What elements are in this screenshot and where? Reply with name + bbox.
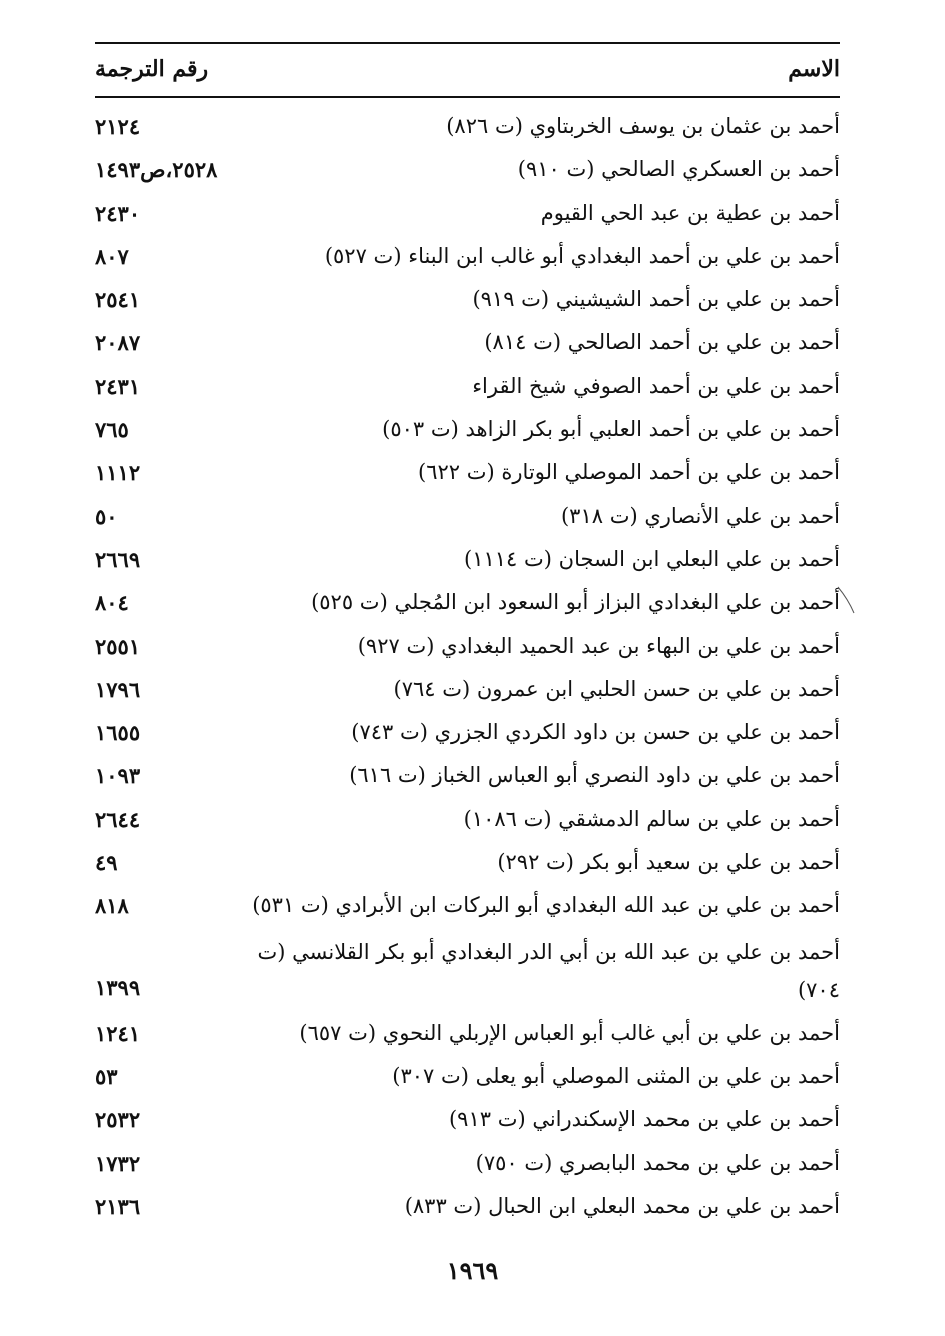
table-header	[95, 56, 840, 92]
margin-mark	[836, 585, 856, 615]
entry-number: ٢٥٢٨،ص١٤٩٣	[95, 157, 218, 183]
list-item	[95, 1190, 840, 1233]
entry-number: ٢٦٤٤	[95, 806, 141, 832]
index-list	[95, 110, 840, 1233]
entry-name: أحمد بن علي بن أبي غالب أبو العباس الإربلي النحوي (ت ٦٥٧)	[299, 1020, 840, 1045]
entry-number: ٢٥٥١	[95, 633, 141, 659]
entry-number: ٢٤٣٠	[95, 200, 141, 226]
entry-name: أحمد بن العسكري الصالحي (ت ٩١٠)	[517, 157, 840, 182]
list-item	[95, 1147, 840, 1190]
entry-name: أحمد بن علي بن سالم الدمشقي (ت ١٠٨٦)	[463, 806, 840, 831]
entry-name: أحمد بن علي بن عبد الله بن أبي الدر البغدادي أبو بكر القلانسي (ت ٧٠٤)	[257, 939, 840, 1002]
entry-number: ١٧٩٦	[95, 676, 141, 702]
entry-number: ٢٥٤١	[95, 287, 141, 313]
entry-name: أحمد بن علي بن أحمد الموصلي الوتارة (ت ٦٢٢)	[418, 460, 840, 485]
entry-name: أحمد بن علي بن البهاء بن عبد الحميد البغدادي (ت ٩٢٧)	[357, 633, 840, 658]
entry-number: ١٦٥٥	[95, 720, 141, 746]
entry-number: ٢١٣٦	[95, 1193, 141, 1219]
entry-number: ٥٠	[95, 503, 118, 529]
entry-name: أحمد بن علي البعلي ابن السجان (ت ١١١٤)	[464, 546, 840, 571]
entry-name: أحمد بن علي بن محمد البابصري (ت ٧٥٠)	[475, 1150, 840, 1175]
list-item	[95, 1060, 840, 1103]
entry-number: ٢٠٨٧	[95, 330, 141, 356]
list-item	[95, 759, 840, 802]
entry-name: أحمد بن علي بن حسن الحلبي ابن عمرون (ت ٧٦٤)	[393, 676, 840, 701]
list-item	[95, 1017, 840, 1060]
entry-number: ١٣٩٩	[95, 974, 141, 1000]
entry-number: ٥٣	[95, 1063, 118, 1089]
page-number: ١٩٦٩	[446, 1256, 499, 1285]
entry-number: ٨١٨	[95, 893, 129, 919]
top-rule	[95, 42, 840, 44]
list-item	[95, 110, 840, 153]
list-item	[95, 673, 840, 716]
number-column-header: رقم الترجمة	[95, 56, 209, 82]
list-item	[95, 153, 840, 196]
entry-name: أحمد بن علي بن أحمد البغدادي أبو غالب ابن البناء (ت ٥٢٧)	[324, 243, 840, 268]
entry-name: أحمد بن علي بن محمد الإسكندراني (ت ٩١٣)	[448, 1107, 840, 1132]
entry-number: ٢٤٣١	[95, 373, 141, 399]
list-item	[95, 846, 840, 889]
list-item	[95, 326, 840, 369]
entry-number: ٢١٢٤	[95, 114, 141, 139]
entry-name: أحمد بن علي بن عبد الله البغدادي أبو البركات ابن الأبرادي (ت ٥٣١)	[252, 893, 840, 918]
list-item	[95, 543, 840, 586]
list-item	[95, 370, 840, 413]
entry-name: أحمد بن علي البغدادي البزاز أبو السعود ابن المُجلي (ت ٥٢٥)	[311, 590, 840, 615]
entry-name: أحمد بن علي بن أحمد العلبي أبو بكر الزاهد (ت ٥٠٣)	[382, 417, 840, 442]
entry-number: ١١١٢	[95, 460, 141, 486]
list-item	[95, 889, 840, 932]
list-item	[95, 500, 840, 543]
entry-name: أحمد بن علي بن محمد البعلي ابن الحبال (ت ٨٣٣)	[404, 1193, 840, 1218]
list-item	[95, 803, 840, 846]
entry-number: ١٧٣٢	[95, 1150, 141, 1176]
entry-number: ٢٦٦٩	[95, 546, 141, 572]
entry-name: أحمد بن علي بن سعيد أبو بكر (ت ٢٩٢)	[497, 850, 840, 875]
list-item	[95, 456, 840, 499]
entry-name: أحمد بن علي بن أحمد الصوفي شيخ القراء	[472, 373, 840, 398]
list-item	[95, 586, 840, 629]
list-item	[95, 240, 840, 283]
list-item	[95, 716, 840, 759]
entry-number: ٨٠٧	[95, 243, 129, 269]
entry-number: ٧٦٥	[95, 417, 129, 443]
list-item	[95, 197, 840, 240]
header-rule	[95, 96, 840, 98]
list-item	[95, 630, 840, 673]
entry-number: ١٢٤١	[95, 1020, 141, 1046]
entry-name: أحمد بن عثمان بن يوسف الخربتاوي (ت ٨٢٦)	[446, 114, 840, 138]
entry-number: ٢٥٣٢	[95, 1107, 141, 1133]
entry-name: أحمد بن علي بن أحمد الشيشيني (ت ٩١٩)	[472, 287, 840, 312]
entry-name: أحمد بن علي بن أحمد الصالحي (ت ٨١٤)	[484, 330, 840, 355]
entry-number: ١٠٩٣	[95, 763, 141, 789]
list-item	[95, 1103, 840, 1146]
name-column-header: الاسم	[788, 56, 840, 82]
entry-name: أحمد بن علي بن داود النصري أبو العباس الخباز (ت ٦١٦)	[349, 763, 840, 788]
list-item	[95, 413, 840, 456]
entry-name: أحمد بن عطية بن عبد الحي القيوم	[540, 200, 840, 225]
entry-number: ٤٩	[95, 850, 118, 876]
entry-name: أحمد بن علي الأنصاري (ت ٣١٨)	[560, 503, 840, 528]
list-item	[95, 933, 840, 1017]
entry-name: أحمد بن علي بن حسن بن داود الكردي الجزري (ت ٧٤٣)	[351, 720, 840, 745]
entry-name: أحمد بن علي بن المثنى الموصلي أبو يعلى (ت ٣٠٧)	[392, 1063, 840, 1088]
entry-number: ٨٠٤	[95, 590, 129, 616]
list-item	[95, 283, 840, 326]
